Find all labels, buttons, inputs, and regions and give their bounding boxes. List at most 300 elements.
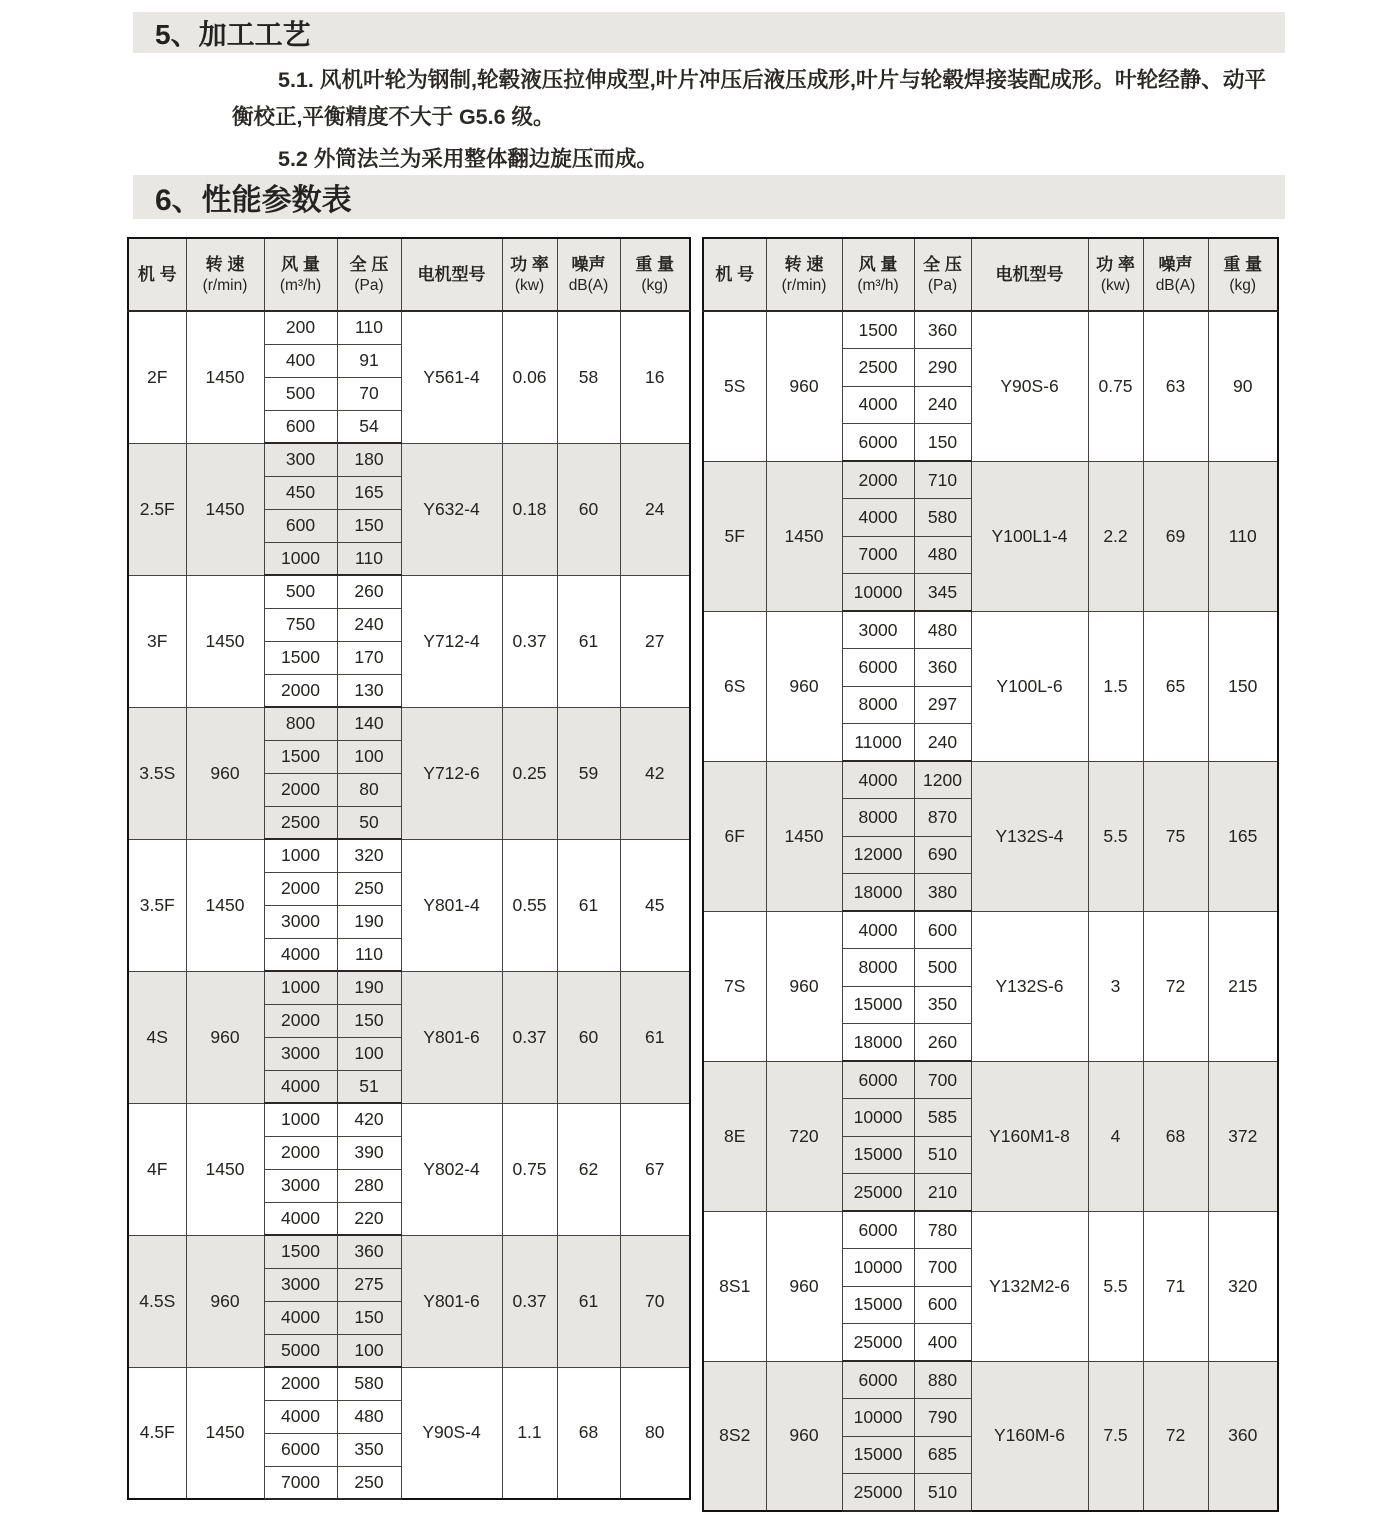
motor-cell: Y160M-6 — [971, 1361, 1088, 1511]
speed-cell: 960 — [186, 1235, 264, 1367]
column-header — [502, 238, 557, 311]
speed-cell: 960 — [766, 911, 842, 1061]
airflow-cell: 2000 — [264, 1004, 337, 1037]
noise-cell: 61 — [557, 575, 620, 707]
pressure-cell: 880 — [914, 1361, 971, 1399]
motor-cell: Y712-4 — [401, 575, 502, 707]
pressure-cell: 54 — [337, 410, 401, 443]
airflow-cell: 6000 — [842, 1061, 914, 1099]
motor-cell: Y632-4 — [401, 443, 502, 575]
weight-cell: 24 — [620, 443, 690, 575]
motor-cell: Y801-6 — [401, 971, 502, 1103]
pressure-cell: 580 — [914, 499, 971, 537]
motor-cell: Y802-4 — [401, 1103, 502, 1235]
noise-cell: 61 — [557, 839, 620, 971]
power-cell: 0.75 — [502, 1103, 557, 1235]
airflow-cell: 10000 — [842, 1099, 914, 1137]
airflow-cell: 4000 — [842, 761, 914, 799]
noise-cell: 61 — [557, 1235, 620, 1367]
power-cell: 0.37 — [502, 1235, 557, 1367]
airflow-cell: 8000 — [842, 799, 914, 837]
airflow-cell: 15000 — [842, 1286, 914, 1324]
column-header-unit: (Pa) — [354, 276, 384, 294]
pressure-cell: 240 — [914, 724, 971, 762]
airflow-cell: 11000 — [842, 724, 914, 762]
column-header — [766, 238, 842, 311]
airflow-cell: 6000 — [842, 424, 914, 462]
pressure-cell: 510 — [914, 1136, 971, 1174]
column-header-label: 全 压 — [349, 254, 389, 274]
power-cell: 0.37 — [502, 971, 557, 1103]
pressure-cell: 110 — [337, 311, 401, 344]
pressure-cell: 700 — [914, 1061, 971, 1099]
weight-cell: 80 — [620, 1367, 690, 1499]
column-header — [401, 238, 502, 311]
column-header-label: 电机型号 — [417, 264, 486, 284]
airflow-cell: 4000 — [842, 499, 914, 537]
airflow-cell: 6000 — [264, 1433, 337, 1466]
weight-cell: 90 — [1208, 311, 1278, 461]
pressure-cell: 780 — [914, 1211, 971, 1249]
airflow-cell: 750 — [264, 608, 337, 641]
section5-paragraph-2: 5.2 外筒法兰为采用整体翻边旋压而成。 — [278, 147, 658, 171]
motor-cell: Y90S-4 — [401, 1367, 502, 1499]
model-cell: 6F — [703, 761, 766, 911]
airflow-cell: 2000 — [842, 461, 914, 499]
column-header-unit: (kw) — [514, 276, 545, 294]
airflow-cell: 1000 — [264, 1103, 337, 1136]
airflow-cell: 8000 — [842, 686, 914, 724]
airflow-cell: 25000 — [842, 1474, 914, 1512]
airflow-cell: 4000 — [264, 1400, 337, 1433]
motor-cell: Y801-6 — [401, 1235, 502, 1367]
airflow-cell: 600 — [264, 410, 337, 443]
power-cell: 5.5 — [1088, 761, 1143, 911]
pressure-cell: 100 — [337, 1037, 401, 1070]
power-cell: 2.2 — [1088, 461, 1143, 611]
speed-cell: 1450 — [186, 311, 264, 443]
model-cell: 2F — [128, 311, 186, 443]
airflow-cell: 8000 — [842, 949, 914, 987]
pressure-cell: 250 — [337, 872, 401, 905]
pressure-cell: 170 — [337, 641, 401, 674]
motor-cell: Y712-6 — [401, 707, 502, 839]
weight-cell: 16 — [620, 311, 690, 443]
model-cell: 8S1 — [703, 1211, 766, 1361]
table-row — [703, 311, 1278, 349]
table-row — [128, 575, 690, 608]
airflow-cell: 7000 — [264, 1466, 337, 1499]
model-cell: 7S — [703, 911, 766, 1061]
pressure-cell: 580 — [337, 1367, 401, 1400]
noise-cell: 72 — [1143, 1361, 1208, 1511]
noise-cell: 58 — [557, 311, 620, 443]
airflow-cell: 15000 — [842, 1136, 914, 1174]
table-row — [128, 1367, 690, 1400]
speed-cell: 1450 — [186, 1367, 264, 1499]
power-cell: 0.25 — [502, 707, 557, 839]
noise-cell: 59 — [557, 707, 620, 839]
motor-cell: Y801-4 — [401, 839, 502, 971]
airflow-cell: 450 — [264, 476, 337, 509]
column-header-label: 噪声 — [1158, 254, 1193, 274]
airflow-cell: 15000 — [842, 986, 914, 1024]
noise-cell: 65 — [1143, 611, 1208, 761]
header-row — [128, 238, 690, 311]
speed-cell: 1450 — [186, 443, 264, 575]
noise-cell: 69 — [1143, 461, 1208, 611]
weight-cell: 61 — [620, 971, 690, 1103]
airflow-cell: 25000 — [842, 1174, 914, 1212]
speed-cell: 960 — [186, 707, 264, 839]
pressure-cell: 350 — [337, 1433, 401, 1466]
model-cell: 3F — [128, 575, 186, 707]
pressure-cell: 220 — [337, 1202, 401, 1235]
column-header-unit: dB(A) — [568, 276, 609, 294]
airflow-cell: 1500 — [264, 740, 337, 773]
airflow-cell: 25000 — [842, 1324, 914, 1362]
noise-cell: 68 — [557, 1367, 620, 1499]
pressure-cell: 350 — [914, 986, 971, 1024]
noise-cell: 60 — [557, 443, 620, 575]
pressure-cell: 870 — [914, 799, 971, 837]
column-header — [971, 238, 1088, 311]
pressure-cell: 150 — [914, 424, 971, 462]
airflow-cell: 18000 — [842, 874, 914, 912]
pressure-cell: 480 — [337, 1400, 401, 1433]
power-cell: 1.5 — [1088, 611, 1143, 761]
pressure-cell: 100 — [337, 740, 401, 773]
noise-cell: 68 — [1143, 1061, 1208, 1211]
motor-cell: Y100L-6 — [971, 611, 1088, 761]
pressure-cell: 150 — [337, 1301, 401, 1334]
pressure-cell: 710 — [914, 461, 971, 499]
pressure-cell: 297 — [914, 686, 971, 724]
weight-cell: 42 — [620, 707, 690, 839]
weight-cell: 45 — [620, 839, 690, 971]
airflow-cell: 2000 — [264, 872, 337, 905]
pressure-cell: 260 — [337, 575, 401, 608]
airflow-cell: 4000 — [264, 1202, 337, 1235]
motor-cell: Y160M1-8 — [971, 1061, 1088, 1211]
power-cell: 4 — [1088, 1061, 1143, 1211]
pressure-cell: 190 — [337, 905, 401, 938]
model-cell: 4S — [128, 971, 186, 1103]
speed-cell: 1450 — [766, 761, 842, 911]
weight-cell: 320 — [1208, 1211, 1278, 1361]
weight-cell: 215 — [1208, 911, 1278, 1061]
table-row — [703, 911, 1278, 949]
model-cell: 6S — [703, 611, 766, 761]
section5-title: 5、加工工艺 — [155, 18, 311, 50]
weight-cell: 165 — [1208, 761, 1278, 911]
motor-cell: Y132S-6 — [971, 911, 1088, 1061]
table-row — [703, 1361, 1278, 1399]
power-cell: 3 — [1088, 911, 1143, 1061]
column-header-unit: (r/min) — [202, 276, 248, 294]
column-header — [842, 238, 914, 311]
model-cell: 5F — [703, 461, 766, 611]
pressure-cell: 400 — [914, 1324, 971, 1362]
pressure-cell: 685 — [914, 1436, 971, 1474]
power-cell: 0.37 — [502, 575, 557, 707]
pressure-cell: 150 — [337, 1004, 401, 1037]
column-header — [1143, 238, 1208, 311]
airflow-cell: 200 — [264, 311, 337, 344]
airflow-cell: 2000 — [264, 1367, 337, 1400]
column-header-unit: (kw) — [1100, 276, 1131, 294]
airflow-cell: 1500 — [264, 641, 337, 674]
airflow-cell: 400 — [264, 344, 337, 377]
pressure-cell: 1200 — [914, 761, 971, 799]
table-row — [128, 1103, 690, 1136]
speed-cell: 720 — [766, 1061, 842, 1211]
column-header-label: 机 号 — [715, 264, 755, 284]
power-cell: 0.75 — [1088, 311, 1143, 461]
airflow-cell: 3000 — [264, 1037, 337, 1070]
model-cell: 8S2 — [703, 1361, 766, 1511]
table-row — [128, 971, 690, 1004]
pressure-cell: 600 — [914, 1286, 971, 1324]
column-header-label: 全 压 — [923, 254, 962, 274]
power-cell: 0.06 — [502, 311, 557, 443]
column-header — [186, 238, 264, 311]
airflow-cell: 7000 — [842, 536, 914, 574]
pressure-cell: 420 — [337, 1103, 401, 1136]
airflow-cell: 18000 — [842, 1024, 914, 1062]
power-cell: 7.5 — [1088, 1361, 1143, 1511]
airflow-cell: 1500 — [842, 311, 914, 349]
power-cell: 5.5 — [1088, 1211, 1143, 1361]
weight-cell: 360 — [1208, 1361, 1278, 1511]
weight-cell: 67 — [620, 1103, 690, 1235]
noise-cell: 71 — [1143, 1211, 1208, 1361]
noise-cell: 60 — [557, 971, 620, 1103]
pressure-cell: 100 — [337, 1334, 401, 1367]
column-header — [703, 238, 766, 311]
pressure-cell: 280 — [337, 1169, 401, 1202]
speed-cell: 960 — [186, 971, 264, 1103]
column-header — [1208, 238, 1278, 311]
column-header-unit: (m³/h) — [279, 276, 322, 294]
airflow-cell: 15000 — [842, 1436, 914, 1474]
motor-cell: Y132S-4 — [971, 761, 1088, 911]
noise-cell: 62 — [557, 1103, 620, 1235]
section5-header-bar — [133, 12, 1285, 53]
airflow-cell: 1000 — [264, 542, 337, 575]
pressure-cell: 360 — [914, 311, 971, 349]
speed-cell: 960 — [766, 311, 842, 461]
table-row — [128, 707, 690, 740]
weight-cell: 70 — [620, 1235, 690, 1367]
speed-cell: 960 — [766, 611, 842, 761]
table-row — [703, 761, 1278, 799]
pressure-cell: 345 — [914, 574, 971, 612]
airflow-cell: 3000 — [264, 1169, 337, 1202]
airflow-cell: 3000 — [842, 611, 914, 649]
pressure-cell: 585 — [914, 1099, 971, 1137]
pressure-cell: 360 — [337, 1235, 401, 1268]
column-header-unit: (m³/h) — [857, 276, 899, 294]
pressure-cell: 51 — [337, 1070, 401, 1103]
section6-header-bar — [133, 175, 1285, 219]
pressure-cell: 390 — [337, 1136, 401, 1169]
power-cell: 0.55 — [502, 839, 557, 971]
model-cell: 5S — [703, 311, 766, 461]
column-header-label: 重 量 — [635, 254, 675, 274]
pressure-cell: 320 — [337, 839, 401, 872]
pressure-cell: 275 — [337, 1268, 401, 1301]
column-header-label: 风 量 — [281, 254, 320, 274]
column-header-unit: (kg) — [1229, 276, 1257, 294]
table-row — [128, 443, 690, 476]
motor-cell: Y561-4 — [401, 311, 502, 443]
airflow-cell: 1000 — [264, 839, 337, 872]
column-header-label: 机 号 — [137, 264, 177, 284]
column-header — [620, 238, 690, 311]
speed-cell: 1450 — [186, 1103, 264, 1235]
pressure-cell: 210 — [914, 1174, 971, 1212]
motor-cell: Y132M2-6 — [971, 1211, 1088, 1361]
weight-cell: 372 — [1208, 1061, 1278, 1211]
model-cell: 2.5F — [128, 443, 186, 575]
pressure-cell: 260 — [914, 1024, 971, 1062]
pressure-cell: 165 — [337, 476, 401, 509]
motor-cell: Y100L1-4 — [971, 461, 1088, 611]
airflow-cell: 500 — [264, 575, 337, 608]
column-header — [1088, 238, 1143, 311]
pressure-cell: 690 — [914, 836, 971, 874]
airflow-cell: 3000 — [264, 1268, 337, 1301]
pressure-cell: 70 — [337, 377, 401, 410]
airflow-cell: 2000 — [264, 674, 337, 707]
airflow-cell: 4000 — [264, 1070, 337, 1103]
column-header-label: 电机型号 — [995, 264, 1064, 284]
pressure-cell: 80 — [337, 773, 401, 806]
airflow-cell: 1500 — [264, 1235, 337, 1268]
pressure-cell: 140 — [337, 707, 401, 740]
model-cell: 3.5S — [128, 707, 186, 839]
pressure-cell: 91 — [337, 344, 401, 377]
pressure-cell: 790 — [914, 1399, 971, 1437]
airflow-cell: 2000 — [264, 1136, 337, 1169]
column-header-unit: (Pa) — [927, 276, 958, 294]
pressure-cell: 150 — [337, 509, 401, 542]
airflow-cell: 4000 — [842, 386, 914, 424]
airflow-cell: 10000 — [842, 1249, 914, 1287]
pressure-cell: 190 — [337, 971, 401, 1004]
airflow-cell: 3000 — [264, 905, 337, 938]
column-header-label: 转 速 — [205, 254, 245, 274]
pressure-cell: 480 — [914, 536, 971, 574]
section5-paragraph-1: 5.1. 风机叶轮为钢制,轮毂液压拉伸成型,叶片冲压后液压成形,叶片与轮毂焊接装配成形。叶轮经静、动平衡校正,平衡精度不大于 G5.6 级。 — [232, 68, 1266, 129]
speed-cell: 1450 — [186, 575, 264, 707]
airflow-cell: 6000 — [842, 1211, 914, 1249]
speed-cell: 1450 — [766, 461, 842, 611]
pressure-cell: 290 — [914, 349, 971, 387]
speed-cell: 960 — [766, 1211, 842, 1361]
table-row — [703, 611, 1278, 649]
pressure-cell: 240 — [337, 608, 401, 641]
airflow-cell: 4000 — [264, 1301, 337, 1334]
table-row — [703, 461, 1278, 499]
pressure-cell: 700 — [914, 1249, 971, 1287]
airflow-cell: 800 — [264, 707, 337, 740]
weight-cell: 110 — [1208, 461, 1278, 611]
model-cell: 8E — [703, 1061, 766, 1211]
power-cell: 1.1 — [502, 1367, 557, 1499]
table-row — [703, 1211, 1278, 1249]
pressure-cell: 500 — [914, 949, 971, 987]
column-header — [914, 238, 971, 311]
performance-table-right — [702, 237, 1279, 1512]
column-header-label: 噪声 — [571, 254, 606, 274]
airflow-cell: 6000 — [842, 649, 914, 687]
model-cell: 4F — [128, 1103, 186, 1235]
table-row — [128, 839, 690, 872]
airflow-cell: 4000 — [842, 911, 914, 949]
airflow-cell: 300 — [264, 443, 337, 476]
header-row — [703, 238, 1278, 311]
airflow-cell: 4000 — [264, 938, 337, 971]
airflow-cell: 1000 — [264, 971, 337, 1004]
table-row — [703, 1061, 1278, 1099]
airflow-cell: 2500 — [264, 806, 337, 839]
column-header — [128, 238, 186, 311]
column-header-label: 功 率 — [510, 254, 549, 274]
airflow-cell: 2000 — [264, 773, 337, 806]
pressure-cell: 50 — [337, 806, 401, 839]
power-cell: 0.18 — [502, 443, 557, 575]
airflow-cell: 12000 — [842, 836, 914, 874]
airflow-cell: 600 — [264, 509, 337, 542]
noise-cell: 75 — [1143, 761, 1208, 911]
column-header — [557, 238, 620, 311]
pressure-cell: 130 — [337, 674, 401, 707]
table-row — [128, 1235, 690, 1268]
speed-cell: 1450 — [186, 839, 264, 971]
noise-cell: 72 — [1143, 911, 1208, 1061]
weight-cell: 150 — [1208, 611, 1278, 761]
performance-table-left — [127, 237, 691, 1500]
airflow-cell: 5000 — [264, 1334, 337, 1367]
pressure-cell: 510 — [914, 1474, 971, 1512]
motor-cell: Y90S-6 — [971, 311, 1088, 461]
pressure-cell: 110 — [337, 938, 401, 971]
airflow-cell: 6000 — [842, 1361, 914, 1399]
column-header — [337, 238, 401, 311]
pressure-cell: 480 — [914, 611, 971, 649]
column-header-unit: (kg) — [641, 276, 669, 294]
pressure-cell: 360 — [914, 649, 971, 687]
column-header-label: 功 率 — [1096, 254, 1135, 274]
weight-cell: 27 — [620, 575, 690, 707]
section6-title: 6、性能参数表 — [155, 184, 352, 217]
column-header-unit: (r/min) — [781, 276, 827, 294]
airflow-cell: 2500 — [842, 349, 914, 387]
model-cell: 4.5F — [128, 1367, 186, 1499]
model-cell: 4.5S — [128, 1235, 186, 1367]
column-header-label: 转 速 — [784, 254, 824, 274]
model-cell: 3.5F — [128, 839, 186, 971]
noise-cell: 63 — [1143, 311, 1208, 461]
pressure-cell: 110 — [337, 542, 401, 575]
pressure-cell: 240 — [914, 386, 971, 424]
airflow-cell: 10000 — [842, 574, 914, 612]
column-header — [264, 238, 337, 311]
speed-cell: 960 — [766, 1361, 842, 1511]
table-row — [128, 311, 690, 344]
